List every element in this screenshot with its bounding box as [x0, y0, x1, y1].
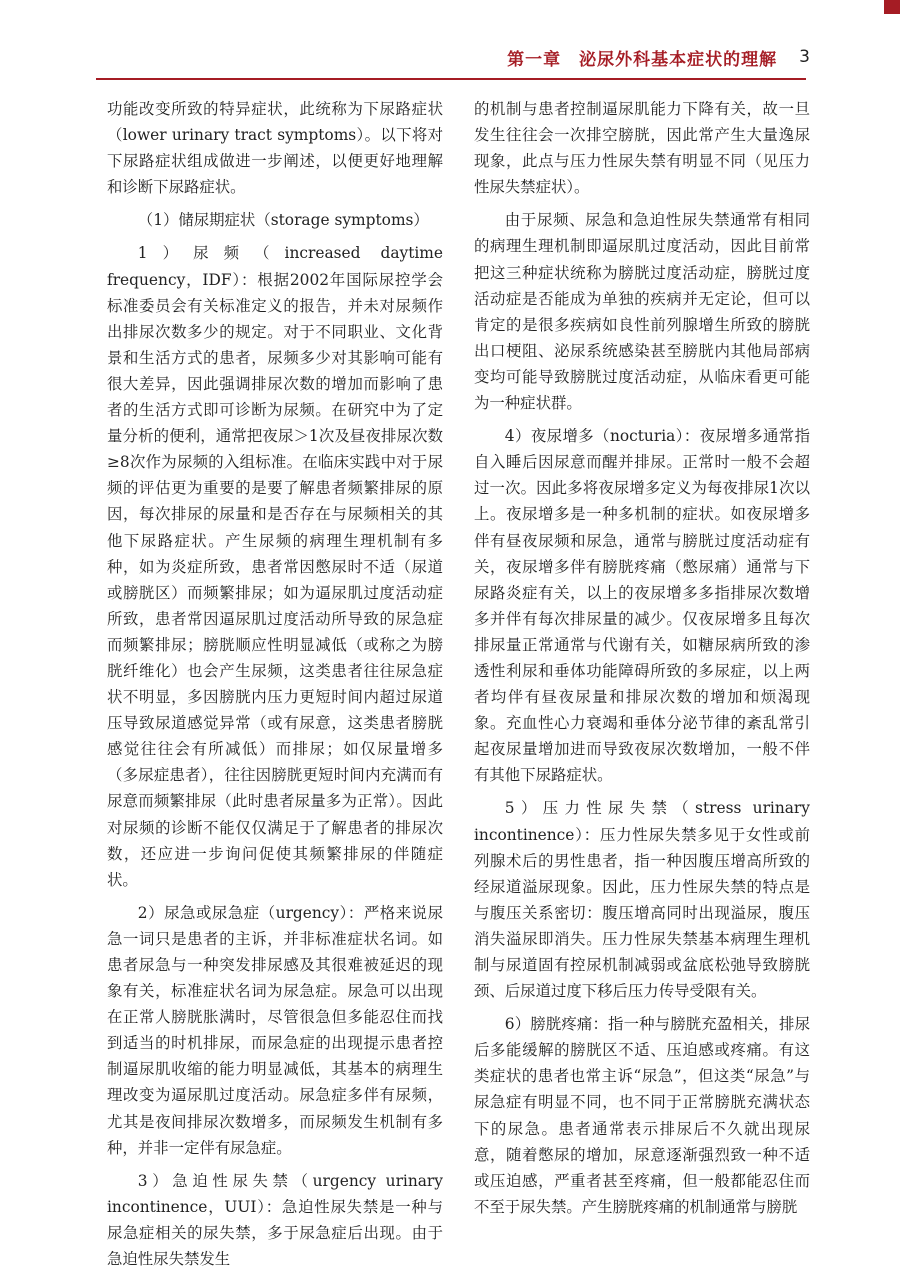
paragraph-nocturia: 4）夜尿增多（nocturia）：夜尿增多通常指自入睡后因尿意而醒并排尿。正常时一般不会超过一次。因此多将夜尿增多定义为每夜排尿1次以上。夜尿增多是一种多机制的症状。如夜尿增多伴有昼夜尿频和尿急，通常与膀胱过度活动症有关，夜尿增多伴有膀胱疼痛（憋尿痛）通常与下尿路炎症有关，以上的夜尿增多多指排尿次数增多并伴有每次排尿量的减少。仅夜尿增多且每次排尿量正常通常与代谢有关，如糖尿病所致的渗透性利尿和垂体功能障碍所致的多尿症，以上两者均伴有昼夜尿量和排尿次数的增加和烦渴现象。充血性心力衰竭和垂体分泌节律的紊乱常引起夜尿量增加进而导致夜尿次数增加，一般不伴有其他下尿路症状。 — [474, 427, 810, 785]
paragraph-frequency: 1）尿频（increased daytime frequency，IDF）：根据2002年国际尿控学会标准委员会有关标准定义的报告，并未对尿频作出排尿次数多少的规定。对于不同职业、文化背景和生活方式的患者，尿频多少对其影响可能有很大差异，因此强调排尿次数的增加而影响了患者的生活方式即可诊断为尿频。在研究中为了定量分析的便利，通常把夜尿＞1次及昼夜排尿次数≥8次作为尿频的入组标准。在临床实践中对于尿频的评估更为重要的是要了解患者频繁排尿的原因，每次排尿的尿量和是否存在与尿频相关的其他下尿路症状。产生尿频的病理生理机制有多种，如为炎症所致，患者常因憋尿时不适（尿道或膀胱区）而频繁排尿；如为逼尿肌过度活动症所致，患者常因逼尿肌过度活动所导致的尿急症而频繁排尿；膀胱顺应性明显减低（或称之为膀胱纤维化）也会产生尿频，这类患者往往尿急症状不明显，多因膀胱内压力更短时间内超过尿道压导致尿道感觉异常（或有尿意，这类患者膀胱感觉往往会有所减低）而排尿；如仅尿量增多（多尿症患者），往往因膀胱更短时间内充满而有尿意而频繁排尿（此时患者尿量多为正常）。因此对尿频的诊断不能仅仅满足于了解患者的排尿次数，还应进一步询问促使其频繁排尿的伴随症状。 — [107, 244, 443, 889]
paragraph-continued-right: 的机制与患者控制逼尿肌能力下降有关，故一旦发生往往会一次排空膀胱，因此常产生大量逸尿现象，此点与压力性尿失禁有明显不同（见压力性尿失禁症状）。 — [474, 100, 810, 197]
left-column — [107, 96, 443, 1272]
paragraph-urgency: 2）尿急或尿急症（urgency）：严格来说尿急一词只是患者的主诉，并非标准症状名词。如患者尿急与一种突发排尿感及其很难被延迟的现象有关，标准症状名词为尿急症。尿急可以出现在正常人膀胱胀满时，尽管很急但多能忍住而找到适当的时机排尿，而尿急症的出现提示患者控制逼尿肌收缩的能力明显减低，其基本的病理生理改变为逼尿肌过度活动。尿急症多伴有尿频，尤其是夜间排尿次数增多，而尿频发生机制有多种，并非一定伴有尿急症。 — [107, 903, 443, 1157]
section-heading-storage-symptoms: （1）储尿期症状（storage symptoms） — [137, 211, 429, 230]
paragraph-stress-incontinence: 5）压力性尿失禁（stress urinary incontinence）：压力性尿失禁多见于女性或前列腺术后的男性患者，指一种因腹压增高所致的经尿道溢尿现象。因此，压力性尿失禁的特点是与腹压关系密切：腹压增高同时出现溢尿，腹压消失溢尿即消失。压力性尿失禁基本病理生理机制与尿道固有控尿机制减弱或盆底松弛导致膀胱颈、后尿道过度下移后压力传导受限有关。 — [474, 799, 810, 1001]
header-rule — [96, 78, 806, 80]
right-column — [474, 96, 810, 1220]
page-number: 3 — [799, 47, 810, 67]
paragraph-urgency-incontinence: 3）急迫性尿失禁（urgency urinary incontinence，UUI）：急迫性尿失禁是一种与尿急症相关的尿失禁，多于尿急症后出现。由于急迫性尿失禁发生 — [107, 1171, 443, 1269]
paragraph-bladder-pain: 6）膀胱疼痛：指一种与膀胱充盈相关，排尿后多能缓解的膀胱区不适、压迫感或疼痛。有这类症状的患者也常主诉“尿急”，但这类“尿急”与尿急症有明显不同，也不同于正常膀胱充满状态下的尿急。患者通常表示排尿后不久就出现尿意，随着憋尿的增加，尿意逐渐强烈致一种不适或压迫感，严重者甚至疼痛，但一般都能忍住而不至于尿失禁。产生膀胱疼痛的机制通常与膀胱 — [474, 1015, 810, 1216]
chapter-title: 第一章 泌尿外科基本症状的理解 — [507, 49, 778, 70]
running-header — [507, 46, 810, 70]
corner-tab-decoration — [884, 0, 900, 14]
paragraph-overactive-bladder: 由于尿频、尿急和急迫性尿失禁通常有相同的病理生理机制即逼尿肌过度活动，因此目前常把这三种症状统称为膀胱过度活动症，膀胱过度活动症是否能成为单独的疾病并无定论，但可以肯定的是很多疾病如良性前列腺增生所致的膀胱出口梗阻、泌尿系统感染甚至膀胱内其他局部病变均可能导致膀胱过度活动症，从临床看更可能为一种症状群。 — [474, 211, 810, 413]
paragraph-continued: 功能改变所致的特异症状，此统称为下尿路症状（lower urinary tract symptoms）。以下将对下尿路症状组成做进一步阐述，以便更好地理解和诊断下尿路症状。 — [107, 100, 443, 197]
